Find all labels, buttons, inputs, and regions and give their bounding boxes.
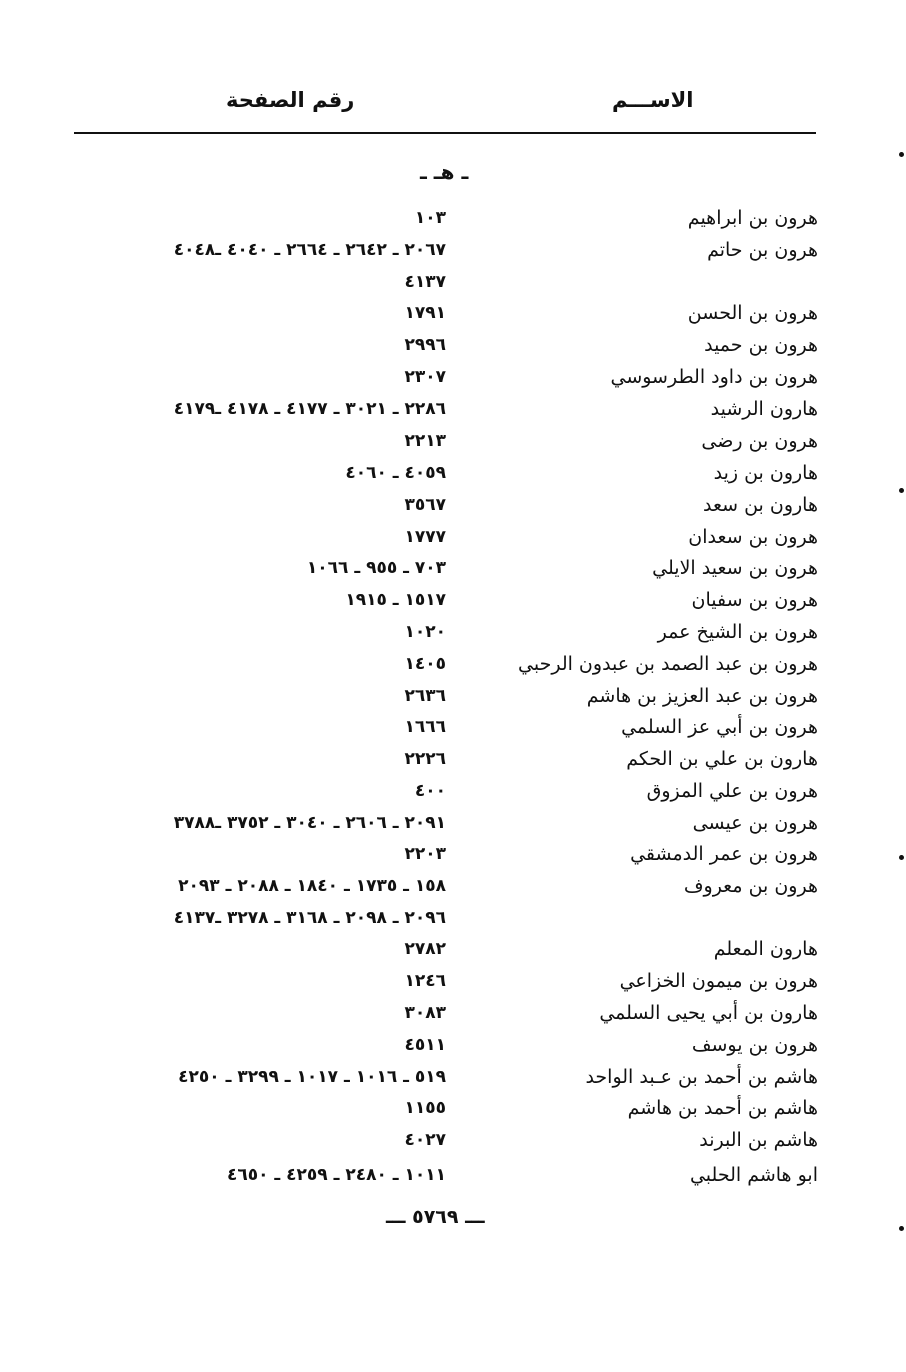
entry-name: هارون بن علي بن الحكم [626,748,818,770]
entry-pages: ١٠١١ ـ ٢٤٨٠ ـ ٤٢٥٩ ـ ٤٦٥٠ [226,1165,446,1185]
index-row [74,712,818,742]
entry-name: هاشم بن أحمد بن هاشم [627,1097,818,1119]
entry-name: هارون بن سعد [702,494,818,516]
entry-name: هرون بن أبي عز السلمي [621,716,818,738]
entry-name: هرون بن عيسى [692,812,818,834]
entry-pages: ١٥٨ ـ ١٧٣٥ ـ ١٨٤٠ ـ ٢٠٨٨ ـ ٢٠٩٣ [178,876,446,896]
entry-name: هرون بن سعيد الايلي [652,557,818,579]
margin-mark [899,152,904,157]
entry-pages: ٢٣٠٧ [404,367,446,387]
index-row [74,362,818,392]
entry-name: هاشم بن أحمد بن عـبد الواحد [585,1066,818,1088]
index-row [74,649,818,679]
index-row [74,776,818,806]
entry-pages: ١١٥٥ [404,1098,446,1118]
index-row [74,1160,818,1190]
index-row [74,490,818,520]
index-row [74,235,818,265]
index-row [74,330,818,360]
index-row [74,839,818,869]
index-row [74,744,818,774]
entry-pages: ٤٠٢٧ [404,1130,446,1150]
index-row [74,903,818,933]
entry-name: هرون بن عبد العزيز بن هاشم [586,685,818,707]
entry-name: هرون بن الشيخ عمر [657,621,818,643]
index-row [74,298,818,328]
margin-mark [899,1226,904,1231]
page-column-header: رقم الصفحة [226,88,355,112]
entry-pages: ٢٧٨٢ [404,939,446,959]
margin-mark [899,855,904,860]
index-row [74,1125,818,1155]
name-column-header: الاســـم [612,88,694,112]
entry-pages: ٤٥١١ [404,1035,446,1055]
index-row [74,585,818,615]
entry-name: هرون بن عمر الدمشقي [630,843,818,865]
header-rule [74,132,816,134]
index-row [74,1093,818,1123]
entry-pages: ١٠٢٠ [404,622,446,642]
entry-name: ابو هاشم الحلبي [689,1164,818,1186]
index-row [74,681,818,711]
entry-pages: ٣٥٦٧ [404,495,446,515]
entry-pages: ٧٠٣ ـ ٩٥٥ ـ ١٠٦٦ [306,558,446,578]
entry-name: هرون بن عبد الصمد بن عبدون الرحبي [518,653,818,675]
index-row [74,394,818,424]
entry-pages: ٢٠٦٧ ـ ٢٦٤٢ ـ ٢٦٦٤ ـ ٤٠٤٠ ـ٤٠٤٨ [173,240,446,260]
entry-pages: ١٠٣ [414,208,446,228]
entry-name: هرون بن رضى [701,430,818,452]
index-row [74,966,818,996]
entry-pages: ١٢٤٦ [404,971,446,991]
entry-name: هرون بن ميمون الخزاعي [619,970,818,992]
entry-pages: ٢٢٨٦ ـ ٣٠٢١ ـ ٤١٧٧ ـ ٤١٧٨ ـ٤١٧٩ [173,399,446,419]
entry-pages: ١٧٧٧ [404,527,446,547]
entry-name: هرون بن حاتم [707,239,818,261]
entry-pages: ٢٢١٣ [404,431,446,451]
entry-pages: ٤٠٠ [414,781,446,801]
entry-pages: ٢٦٣٦ [404,686,446,706]
index-row [74,1030,818,1060]
entry-pages: ١٦٦٦ [404,717,446,737]
entry-pages: ٢٩٩٦ [404,335,446,355]
index-row [74,998,818,1028]
index-row [74,808,818,838]
index-row [74,553,818,583]
margin-mark [899,488,904,493]
entry-name: هرون بن معروف [683,875,818,897]
section-letter: ـ هـ ـ [420,160,469,184]
entry-pages: ٤٠٥٩ ـ ٤٠٦٠ [345,463,446,483]
index-row [74,1062,818,1092]
index-row [74,934,818,964]
entry-name: هرون بن سفيان [691,589,818,611]
entry-pages: ٢٢٠٣ [404,844,446,864]
entry-name: هرون بن الحسن [687,302,818,324]
entry-pages: ٢٠٩١ ـ ٢٦٠٦ ـ ٣٠٤٠ ـ ٣٧٥٢ ـ٣٧٨٨ [173,813,446,833]
entry-name: هاشم بن البرند [699,1129,818,1151]
index-row [74,267,818,297]
entry-name: هارون بن أبي يحيى السلمي [599,1002,818,1024]
entry-pages: ٢٠٩٦ ـ ٢٠٩٨ ـ ٣١٦٨ ـ ٣٢٧٨ ـ٤١٣٧ [173,908,446,928]
entry-name: هرون بن يوسف [691,1034,818,1056]
entry-pages: ٥١٩ ـ ١٠١٦ ـ ١٠١٧ ـ ٣٢٩٩ ـ ٤٢٥٠ [178,1067,446,1087]
entry-pages: ١٥١٧ ـ ١٩١٥ [345,590,446,610]
index-row [74,203,818,233]
entry-pages: ١٤٠٥ [404,654,446,674]
entry-name: هرون بن حميد [704,334,818,356]
index-row [74,522,818,552]
entry-name: هارون بن زيد [713,462,818,484]
entry-pages: ٣٠٨٣ [404,1003,446,1023]
entry-name: هرون بن داود الطرسوسي [610,366,818,388]
entry-name: هارون المعلم [713,938,818,960]
index-row [74,617,818,647]
entry-name: هرون بن سعدان [688,526,818,548]
index-row [74,871,818,901]
entry-name: هرون بن ابراهيم [687,207,818,229]
entry-pages: ٤١٣٧ [404,272,446,292]
entry-pages: ٢٢٢٦ [404,749,446,769]
entry-pages: ١٧٩١ [404,303,446,323]
page-number: ـــ ٥٧٦٩ ـــ [386,1206,485,1228]
entry-name: هرون بن علي المزوق [646,780,818,802]
index-row [74,426,818,456]
index-row [74,458,818,488]
entry-name: هارون الرشيد [710,398,818,420]
